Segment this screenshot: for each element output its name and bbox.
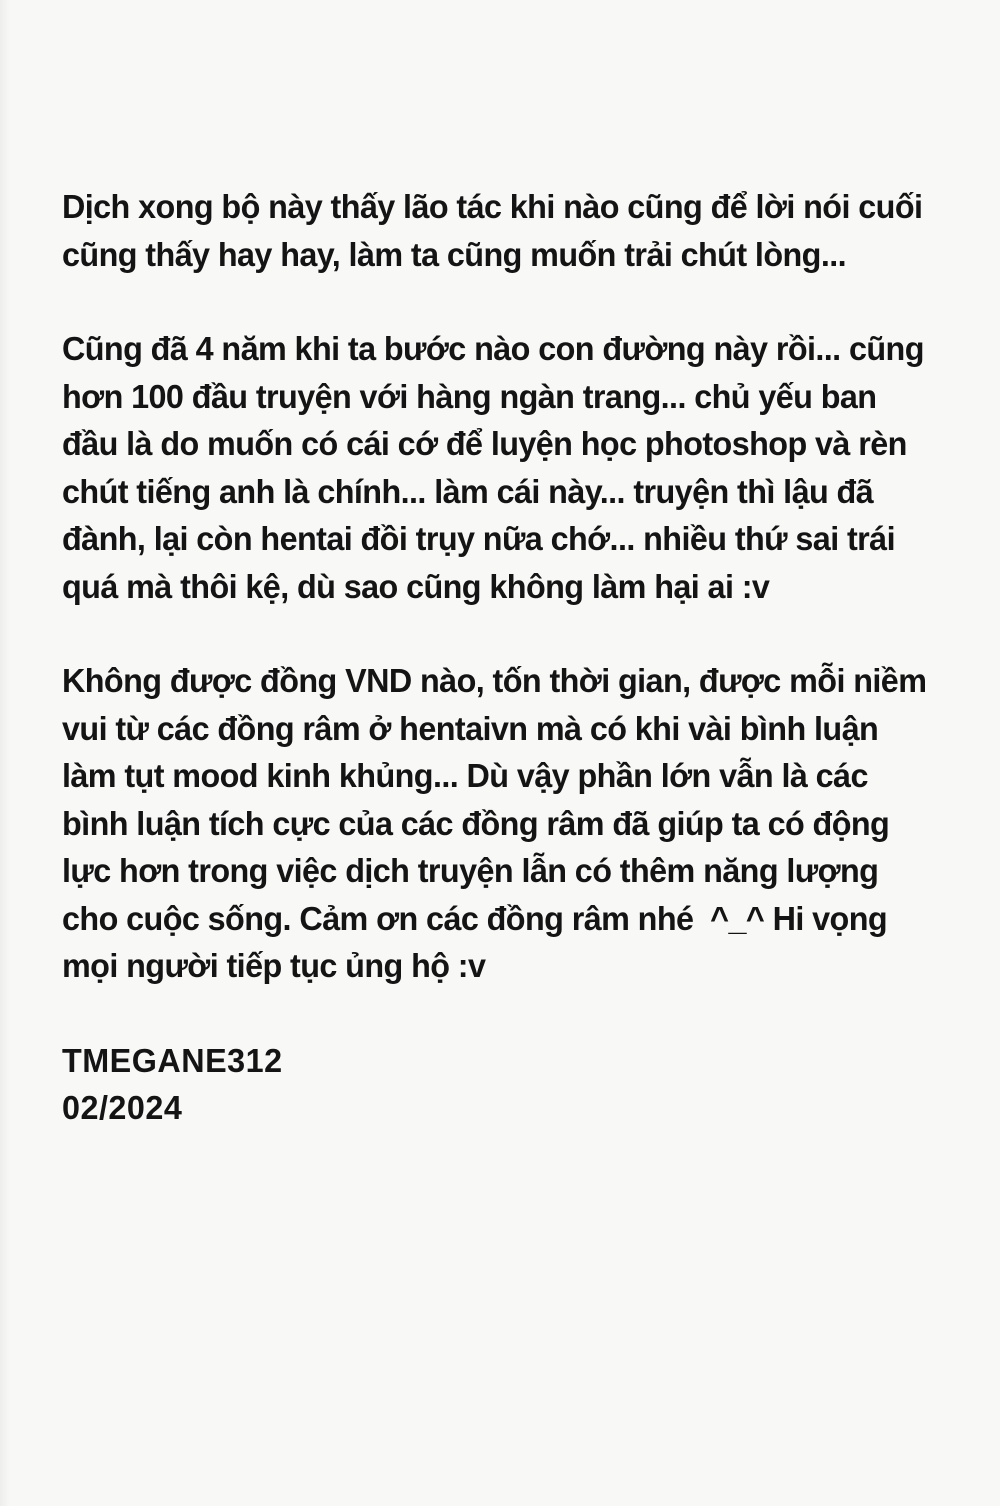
text-line: lực hơn trong việc dịch truyện lẫn có thêm năng lượng xyxy=(62,852,879,889)
text-line: Cũng đã 4 năm khi ta bước nào con đường này rồi... cũng xyxy=(62,330,924,367)
note-paragraphs xyxy=(62,183,962,990)
text-line: Không được đồng VND nào, tốn thời gian, được mỗi niềm xyxy=(62,662,927,699)
paragraph xyxy=(62,657,962,990)
text-line: cho cuộc sống. Cảm ơn các đồng râm nhé ^_^ Hi vọng xyxy=(62,899,888,937)
signature-date: 02/2024 xyxy=(62,1089,183,1126)
translator-note xyxy=(62,183,962,1179)
text-line: cũng thấy hay hay, làm ta cũng muốn trải chút lòng... xyxy=(62,235,847,273)
text-line: bình luận tích cực của các đồng râm đã giúp ta có động xyxy=(62,804,890,842)
text-line: làm tụt mood kinh khủng... Dù vậy phần lớn vẫn là các xyxy=(62,757,868,794)
text-line: mọi người tiếp tục ủng hộ :v xyxy=(62,947,486,984)
text-line: quá mà thôi kệ, dù sao cũng không làm hại ai :v xyxy=(62,567,770,605)
signature-name: TMEGANE312 xyxy=(62,1041,283,1079)
text-line: đầu là do muốn có cái cớ để luyện học photoshop và rèn xyxy=(62,425,907,462)
text-line: hơn 100 đầu truyện với hàng ngàn trang... chủ yếu ban xyxy=(62,377,877,415)
text-line: chút tiếng anh là chính... làm cái này... truyện thì lậu đã xyxy=(62,472,874,510)
text-line: đành, lại còn hentai đồi trụy nữa chớ... nhiều thứ sai trái xyxy=(62,520,895,557)
text-line: vui từ các đồng râm ở hentaivn mà có khi vài bình luận xyxy=(62,709,879,747)
signature-block xyxy=(62,1037,962,1132)
paragraph xyxy=(62,183,962,278)
text-line: Dịch xong bộ này thấy lão tác khi nào cũng để lời nói cuối xyxy=(62,188,923,225)
paragraph xyxy=(62,325,962,610)
